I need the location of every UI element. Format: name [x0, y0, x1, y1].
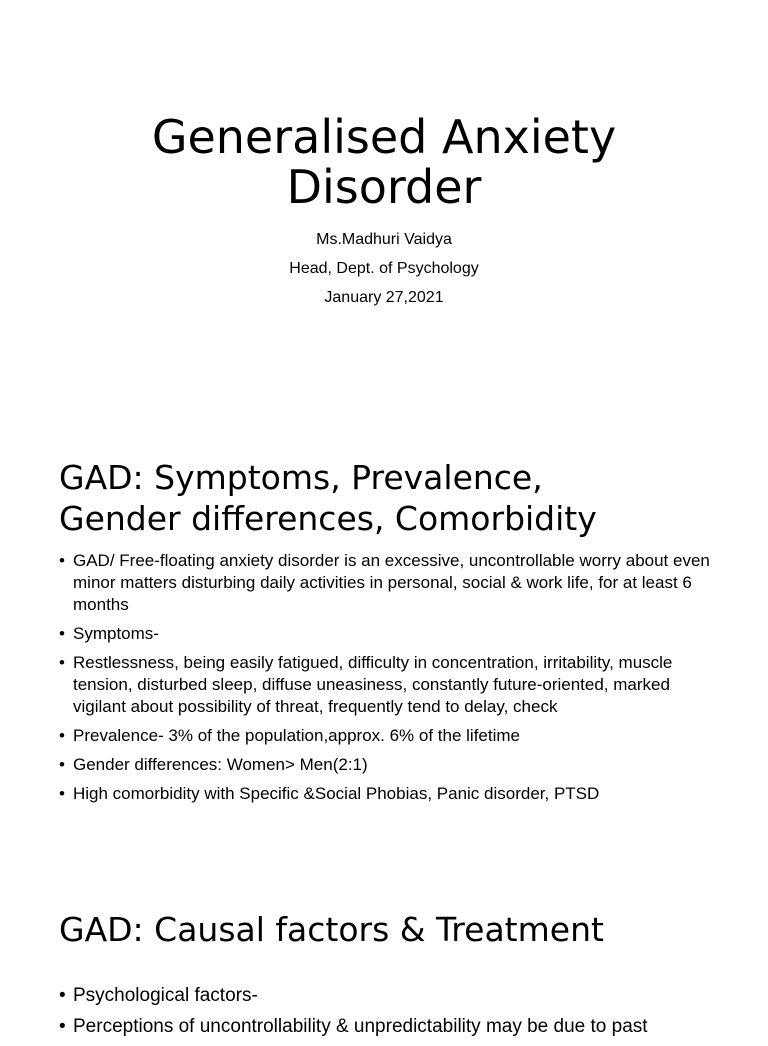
bullet-text: Perceptions of uncontrollability & unpredictability may be due to past	[73, 1016, 648, 1037]
bullet-item	[59, 783, 719, 805]
bullet-dot-icon: •	[59, 653, 65, 672]
bullet-item	[59, 754, 719, 776]
title-line-2: Disorder	[286, 160, 482, 214]
bullet-item	[59, 550, 719, 616]
author-name: Ms.Madhuri Vaidya	[316, 231, 452, 248]
presentation-title	[0, 112, 768, 212]
title-line-1: Generalised Anxiety	[151, 110, 617, 164]
slide-heading	[59, 457, 719, 539]
bullet-dot-icon: •	[59, 1016, 66, 1037]
bullet-item	[59, 623, 719, 645]
bullet-text: Symptoms-	[73, 624, 159, 643]
bullet-text: Prevalence- 3% of the population,approx. 6% of the lifetime	[73, 726, 520, 745]
bullet-dot-icon: •	[59, 985, 66, 1006]
bullet-dot-icon: •	[59, 551, 65, 570]
heading-line-1: GAD: Symptoms, Prevalence,	[59, 458, 543, 497]
bullet-text: Restlessness, being easily fatigued, difficulty in concentration, irritability, muscle tension, disturbed sleep, diffuse uneasiness, constantly future-oriented, marked vigilant about possibility of threat, frequently tend to delay, check	[73, 653, 673, 716]
bullet-text: Psychological factors-	[73, 985, 258, 1006]
bullet-list	[59, 984, 719, 1046]
bullet-text: Gender differences: Women> Men(2:1)	[73, 755, 368, 774]
causal-slide	[0, 864, 768, 1037]
presentation-date: January 27,2021	[324, 289, 444, 306]
bullet-text: GAD/ Free-floating anxiety disorder is an excessive, uncontrollable worry about even minor matters disturbing daily activities in personal, social & work life, for at least 6 months	[73, 551, 710, 614]
title-slide	[0, 0, 768, 384]
bullet-item	[59, 652, 719, 718]
bullet-list	[59, 550, 719, 812]
bullet-dot-icon: •	[59, 755, 65, 774]
heading-line-2: Gender differences, Comorbidity	[59, 499, 597, 538]
symptoms-slide	[0, 384, 768, 864]
bullet-dot-icon: •	[59, 726, 65, 745]
bullet-dot-icon: •	[59, 624, 65, 643]
bullet-dot-icon: •	[59, 784, 65, 803]
bullet-item	[59, 984, 719, 1008]
bullet-item	[59, 725, 719, 747]
bullet-item	[59, 1015, 719, 1039]
bullet-text: High comorbidity with Specific &Social Phobias, Panic disorder, PTSD	[73, 784, 600, 803]
author-role: Head, Dept. of Psychology	[289, 260, 479, 277]
slide-heading: GAD: Causal factors & Treatment	[59, 910, 604, 949]
